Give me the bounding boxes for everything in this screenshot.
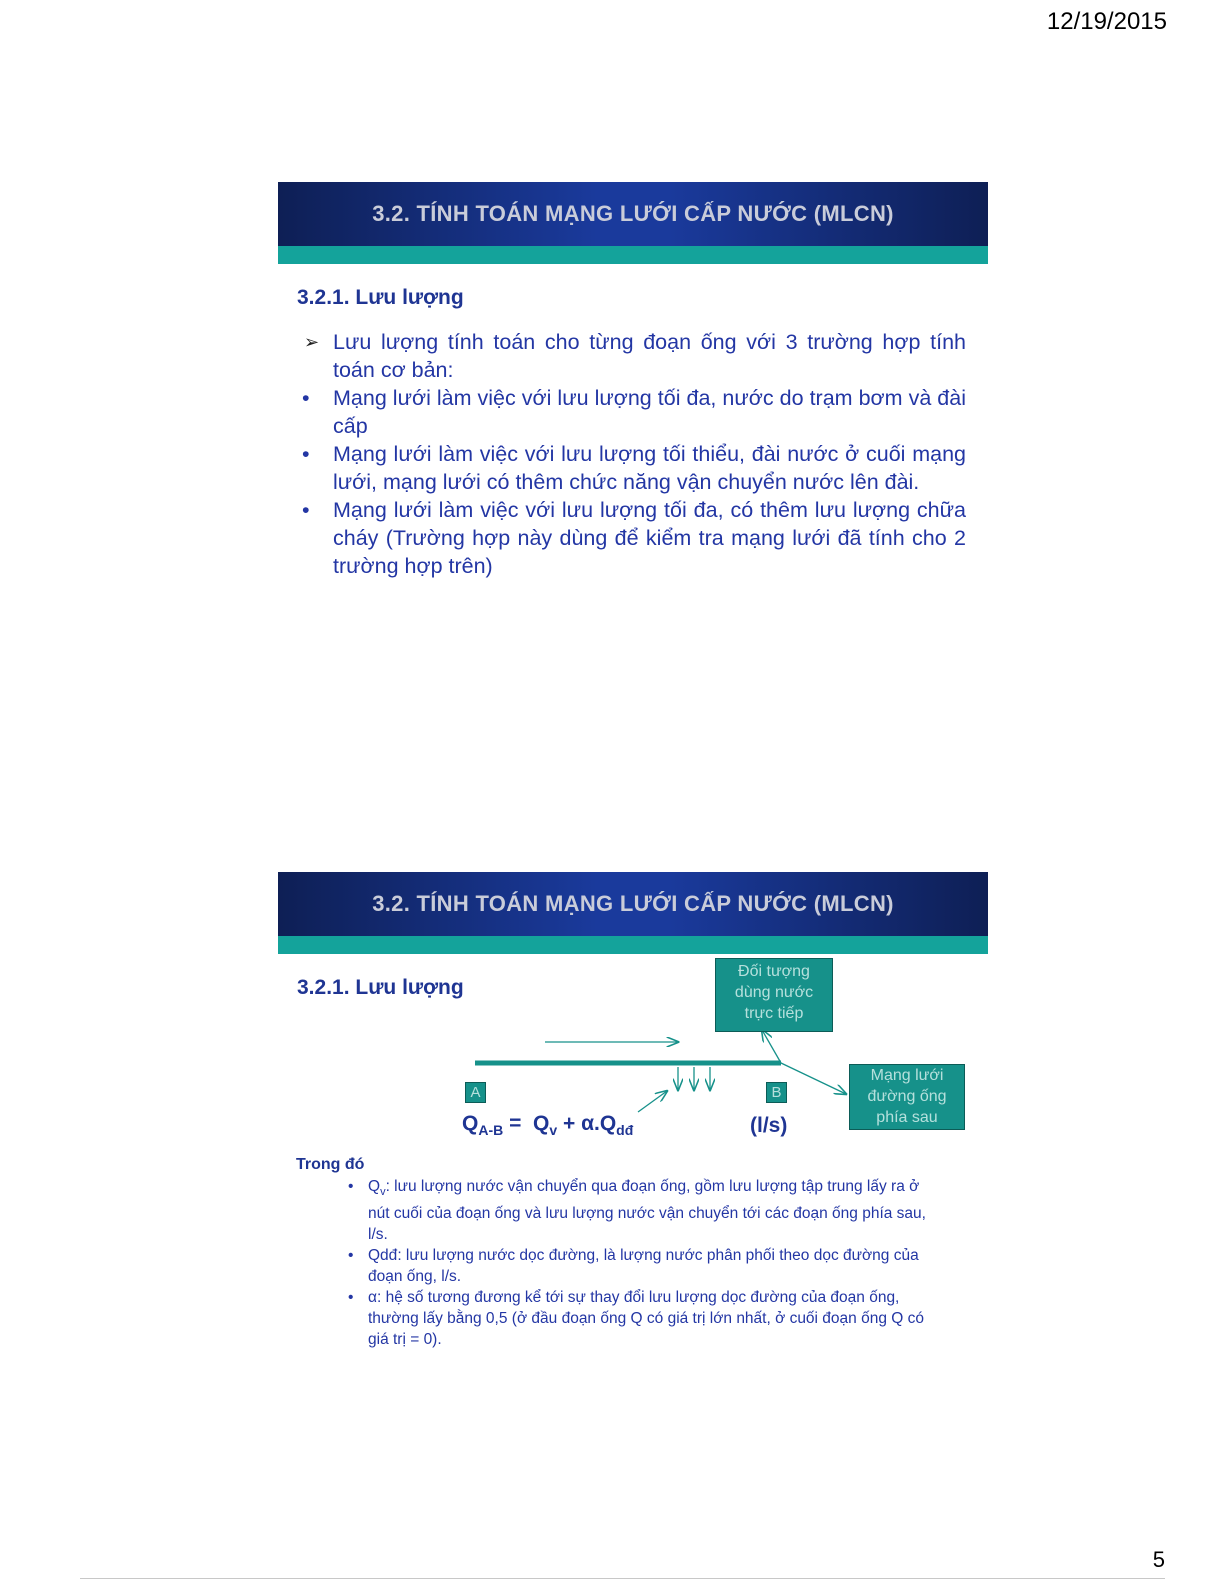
box-line: phía sau bbox=[876, 1109, 938, 1126]
formula-part: + α.Q bbox=[557, 1112, 617, 1135]
bullet-icon: • bbox=[348, 1247, 354, 1265]
formula-sub: A-B bbox=[478, 1122, 504, 1139]
flow-unit: (l/s) bbox=[750, 1114, 788, 1137]
list-item-text: Lưu lượng tính toán cho từng đoạn ống với 3 trường hợp tính toán cơ bản: bbox=[333, 330, 966, 382]
formula-part: Q bbox=[462, 1112, 479, 1135]
slide-2 bbox=[278, 872, 988, 1392]
page-number: 5 bbox=[1152, 1547, 1165, 1572]
definition-text: : lưu lượng nước vận chuyển qua đoạn ống, gồm lưu lượng tập trung lấy ra ở nút cuối của đoạn ống và lưu lượng nước vận chuyển tới các đoạn ống phía sau, l/s. bbox=[368, 1178, 926, 1244]
definition-symbol: Q bbox=[368, 1178, 381, 1195]
box-line: Mạng lưới bbox=[870, 1067, 944, 1084]
list-item bbox=[348, 1287, 938, 1350]
slide-2-subtitle: 3.2.1. Lưu lượng bbox=[297, 976, 464, 999]
bullet-icon: • bbox=[302, 442, 310, 466]
list-item bbox=[300, 440, 966, 496]
list-item bbox=[300, 328, 966, 384]
pointer-to-network-arrow bbox=[781, 1063, 846, 1094]
slide-2-header: 3.2. TÍNH TOÁN MẠNG LƯỚI CẤP NƯỚC (MLCN) bbox=[278, 872, 988, 936]
box-line: dùng nước bbox=[734, 984, 814, 1001]
slide-1-list bbox=[300, 328, 966, 580]
flow-formula bbox=[462, 1112, 633, 1138]
slide-2-accent-bar bbox=[278, 936, 988, 954]
formula-sub: dđ bbox=[616, 1122, 634, 1139]
box-line: đường ống bbox=[867, 1088, 947, 1105]
downstream-network-box bbox=[849, 1064, 965, 1130]
direct-water-user-box bbox=[715, 958, 833, 1032]
box-line: trực tiếp bbox=[744, 1005, 804, 1022]
bullet-icon: • bbox=[302, 498, 310, 522]
list-item bbox=[300, 384, 966, 440]
slide-1-subtitle: 3.2.1. Lưu lượng bbox=[297, 286, 464, 309]
list-item bbox=[348, 1176, 938, 1245]
list-item bbox=[300, 496, 966, 580]
slide-1-header: 3.2. TÍNH TOÁN MẠNG LƯỚI CẤP NƯỚC (MLCN) bbox=[278, 182, 988, 246]
slide-1-accent-bar bbox=[278, 246, 988, 264]
arrow-bullet-icon: ➢ bbox=[304, 332, 320, 352]
formula-part: Q bbox=[533, 1112, 550, 1135]
definition-symbol-sub: v bbox=[380, 1186, 386, 1199]
bullet-icon: • bbox=[302, 386, 310, 410]
date-label: 12/19/2015 bbox=[1046, 8, 1167, 35]
definitions-list bbox=[348, 1176, 938, 1350]
footer-divider bbox=[80, 1578, 1165, 1579]
definition-text: : lưu lượng nước dọc đường, là lượng nước phân phối theo dọc đường của đoạn ống, l/s. bbox=[368, 1247, 919, 1286]
where-label: Trong đó bbox=[296, 1156, 365, 1173]
pointer-to-direct-user-arrow bbox=[762, 1030, 781, 1063]
pointer-to-qdd-arrow bbox=[638, 1091, 667, 1112]
node-a-label: A bbox=[465, 1082, 486, 1103]
box-line: Đối tượng bbox=[738, 963, 810, 980]
list-item-text: Mạng lưới làm việc với lưu lượng tối thiểu, đài nước ở cuối mạng lưới, mạng lưới có thêm chức năng vận chuyển nước lên đài. bbox=[333, 442, 966, 494]
node-b-label: B bbox=[766, 1082, 787, 1103]
slide-1 bbox=[278, 182, 988, 702]
list-item-text: Mạng lưới làm việc với lưu lượng tối đa, có thêm lưu lượng chữa cháy (Trường hợp này dùng để kiểm tra mạng lưới đã tính cho 2 trường hợp trên) bbox=[333, 498, 966, 578]
definition-symbol: α bbox=[368, 1289, 377, 1307]
bullet-icon: • bbox=[348, 1178, 354, 1195]
list-item-text: Mạng lưới làm việc với lưu lượng tối đa, nước do trạm bơm và đài cấp bbox=[333, 386, 966, 438]
formula-sub: v bbox=[549, 1122, 558, 1139]
definition-symbol: Qdđ bbox=[368, 1247, 398, 1265]
definition-text: : hệ số tương đương kể tới sự thay đổi lưu lượng dọc đường của đoạn ống, thường lấy bằng 0,5 (ở đầu đoạn ống Q có giá trị lớn nhất, ở cuối đoạn ống Q có giá trị = 0). bbox=[368, 1289, 924, 1349]
list-item bbox=[348, 1245, 938, 1287]
formula-part: = bbox=[503, 1112, 534, 1135]
bullet-icon: • bbox=[348, 1289, 354, 1307]
